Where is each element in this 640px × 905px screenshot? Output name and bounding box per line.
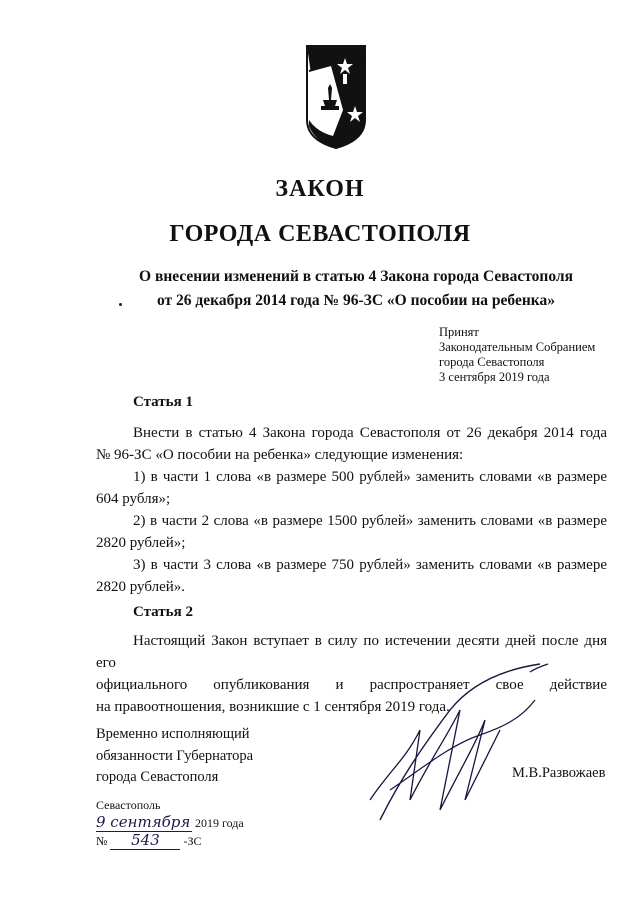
- place-city: Севастополь: [96, 798, 161, 812]
- number-line: [96, 832, 244, 850]
- article-1-item-1-line-2: 604 рубля»;: [96, 491, 171, 507]
- governor-line-1: Временно исполняющий: [96, 726, 250, 742]
- adopted-line-3: города Севастополя: [439, 355, 545, 369]
- document-title: ЗАКОН: [275, 176, 365, 202]
- article-1-item-3-line-1: 3) в части 3 слова «в размере 750 рублей» заменить словами «в размере: [133, 557, 607, 573]
- place-date-number: [96, 797, 244, 850]
- article-1-intro-line-1: Внести в статью 4 Закона города Севастополя от 26 декабря 2014 года: [133, 425, 607, 441]
- sevastopol-emblem: [303, 40, 369, 150]
- article-2-line-2: официального опубликования и распространяет свое действие: [96, 677, 607, 693]
- governor-name: М.В.Развожаев: [512, 765, 606, 781]
- date-line: [96, 814, 244, 832]
- subtitle-line-1: О внесении изменений в статью 4 Закона города Севастополя: [139, 268, 573, 285]
- governor-title: [96, 724, 253, 789]
- article-1-item-3-line-2: 2820 рублей».: [96, 579, 186, 595]
- article-1-item-2-line-1: 2) в части 2 слова «в размере 1500 рублей» заменить словами «в размере: [133, 513, 607, 529]
- governor-line-2: обязанности Губернатора: [96, 747, 254, 764]
- adoption-note: [439, 325, 595, 385]
- stray-dot: [119, 303, 122, 306]
- subtitle-line-2: от 26 декабря 2014 года № 96-ЗС «О пособии на ребенка»: [157, 292, 555, 309]
- signature: [360, 650, 550, 830]
- article-2-heading: Статья 2: [133, 604, 193, 620]
- document-subtitle: [96, 265, 616, 313]
- article-1-body: [96, 422, 607, 598]
- adopted-line-1: Принят: [439, 325, 479, 339]
- number-suffix: -ЗС: [183, 834, 202, 848]
- governor-line-3: города Севастополя: [96, 769, 219, 785]
- article-1-intro-line-2: № 96-ЗС «О пособии на ребенка» следующие изменения:: [96, 447, 464, 463]
- document-title-city: ГОРОДА СЕВАСТОПОЛЯ: [169, 221, 471, 247]
- article-2-line-1: Настоящий Закон вступает в силу по истечении десяти дней после дня его: [96, 633, 607, 671]
- number-prefix: №: [96, 834, 108, 848]
- article-2-line-3: на правоотношения, возникшие с 1 сентября 2019 года.: [96, 699, 450, 715]
- handwritten-number: 543: [110, 832, 180, 850]
- handwritten-date: 9 сентября: [96, 813, 191, 831]
- date-suffix: 2019 года: [195, 816, 244, 830]
- article-1-item-1-line-1: 1) в части 1 слова «в размере 500 рублей» заменить словами «в размере: [133, 469, 607, 485]
- adopted-line-2: Законодательным Собранием: [439, 340, 596, 354]
- article-1-heading: Статья 1: [133, 394, 193, 410]
- adopted-line-4: 3 сентября 2019 года: [439, 370, 550, 384]
- article-1-item-2-line-2: 2820 рублей»;: [96, 535, 186, 551]
